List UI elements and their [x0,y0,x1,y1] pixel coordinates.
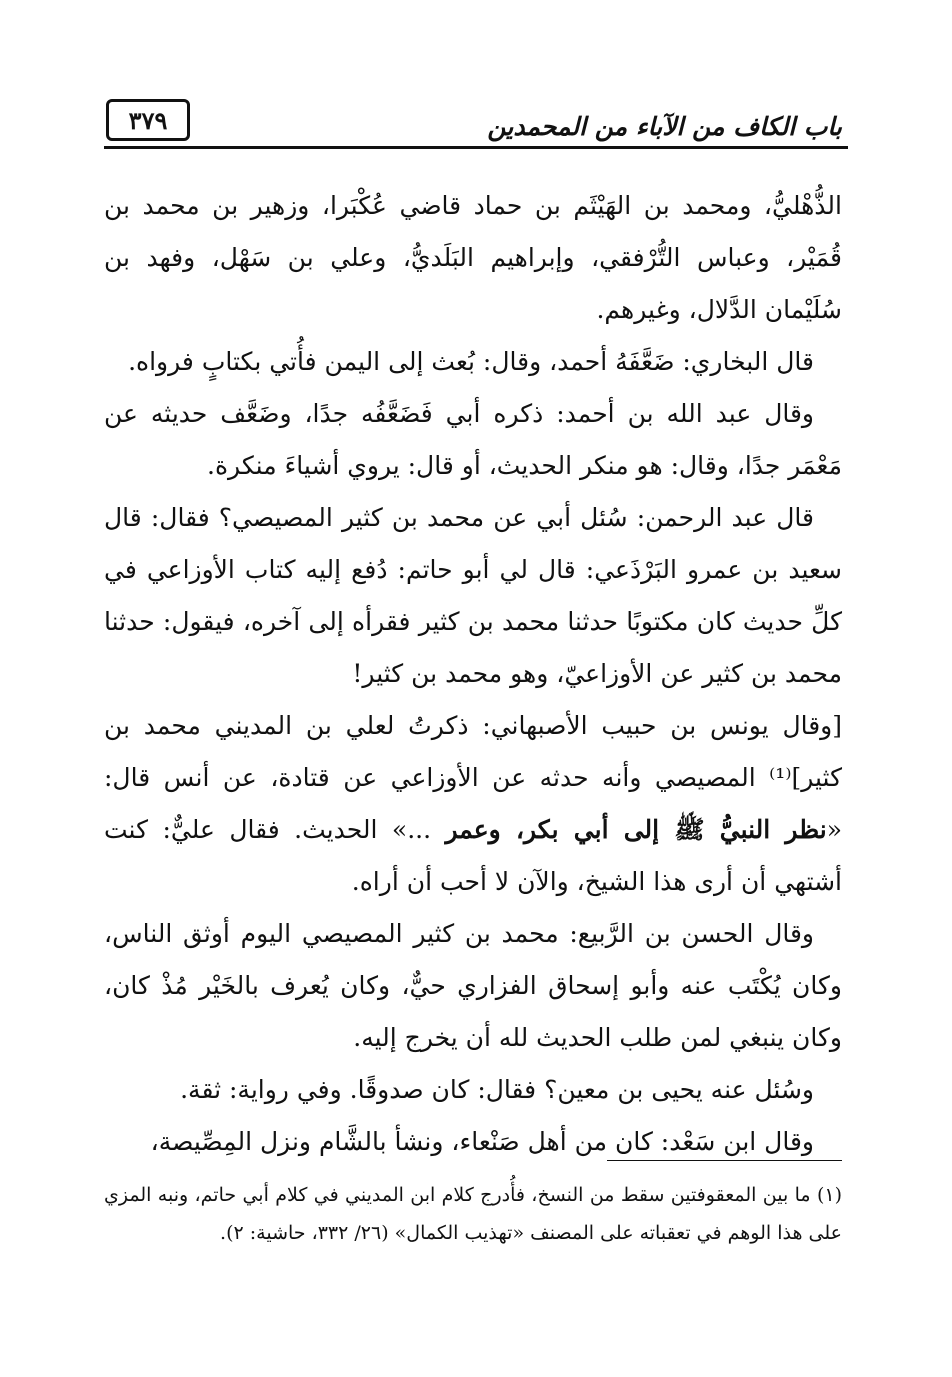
footnote-rule [607,1160,842,1161]
paragraph-8: وقال ابن سَعْد: كان من أهل صَنْعاء، ونشأ بالشَّام ونزل المِصِّيصة، [150,1127,814,1156]
paragraph-1: الذُّهْليُّ، ومحمد بن الهَيْثَم بن حماد قاضي عُكْبَرا، وزهير بن محمد بن قُمَيْر، وعباس التُّرْفقي، وإبراهيم البَلَديُّ، وعلي بن سَهْل، وفهد بن سُلَيْمان الدَّلال، وغيرهم. [104,191,842,324]
footnotes [104,1176,842,1252]
hadith-quote: نظر النبيُّ ﷺ إلى أبي بكر، وعمر [445,815,827,844]
paragraph-3: وقال عبد الله بن أحمد: ذكره أبي فَضَعَّفُه جدًا، وضَعَّف حديثه عن مَعْمَر جدًا، وقال: هو منكر الحديث، أو قال: يروي أشياءَ منكرة. [104,399,842,480]
paragraph-5-text-after: ...» الحديث. فقال عليٌّ: كنت أشتهي أن أرى هذا الشيخ، والآن لا أحب أن أراه. [104,815,842,896]
page-number: ٣٧٩ [128,105,168,135]
paragraph-6: وقال الحسن بن الرَّبيع: محمد بن كثير المصيصي اليوم أوثق الناس، وكان يُكْتَب عنه وأبو إسحاق الفزاري حيٌّ، وكان يُعرف بالخَيْر مُذْ كان، وكان ينبغي لمن طلب الحديث لله أن يخرج إليه. [104,919,843,1052]
header-rule [104,146,848,149]
main-text [104,180,842,1168]
running-title: باب الكاف من الآباء من المحمدين [487,112,842,141]
paragraph-2: قال البخاري: ضَعَّفَهُ أحمد، وقال: بُعث إلى اليمن فأُتي بكتابٍ فرواه. [128,347,814,376]
paragraph-5 [104,700,842,908]
paragraph-5-text-before: [وقال يونس بن حبيب الأصبهاني: ذكرتُ لعلي بن المديني محمد بن كثير]⁽¹⁾ المصيصي وأنه حدثه عن الأوزاعي عن قتادة، عن أنس قال: « [104,711,842,844]
footnote-1: (١) ما بين المعقوفتين سقط من النسخ، فأُدرج كلام ابن المديني في كلام أبي حاتم، ونبه المزي على هذا الوهم في تعقباته على المصنف «تهذيب الكمال» (٢٦/ ٣٣٢، حاشية: ٢). [104,1184,842,1244]
paragraph-4: قال عبد الرحمن: سُئل أبي عن محمد بن كثير المصيصي؟ فقال: قال سعيد بن عمرو البَرْذَعي: قال لي أبو حاتم: دُفع إليه كتاب الأوزاعي في كلِّ حديث كان مكتوبًا حدثنا محمد بن كثير فقرأه إلى آخره، فيقول: حدثنا محمد بن كثير عن الأوزاعيّ، وهو محمد بن كثير! [104,503,842,688]
page-number-box [106,99,190,141]
paragraph-7: وسُئل عنه يحيى بن معين؟ فقال: كان صدوقًا. وفي رواية: ثقة. [180,1075,814,1104]
